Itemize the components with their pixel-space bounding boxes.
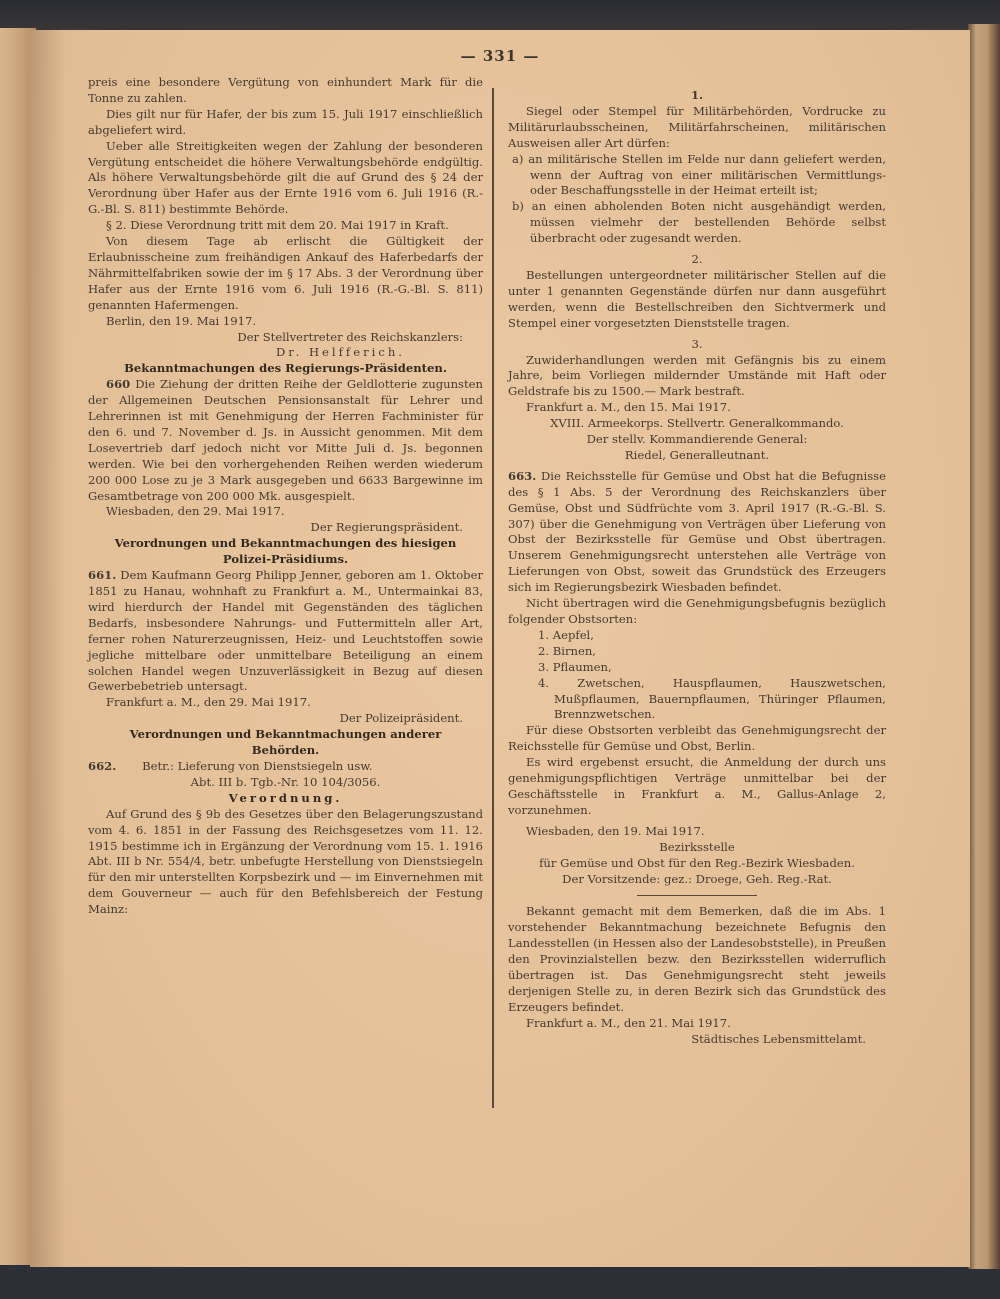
list-item: a) an militärische Stellen im Felde nur dann geliefert werden, wenn der Auftrag von einer militärischen Vermittlungs- oder Beschaffungsstelle in der Heimat erteilt ist; [512, 151, 886, 198]
paragraph: Bestellungen untergeordneter militärischer Stellen auf die unter 1 genannten Gegenstände dürfen nur dann ausgeführt werden, wenn die Bestellschreiben den Sichtvermerk und Stempel einer vorgesetzten Dienststelle tragen. [508, 267, 886, 330]
notice-text: Dem Kaufmann Georg Philipp Jenner, geboren am 1. Oktober 1851 zu Hanau, wohnhaft zu Frankfurt a. M., Untermainkai 83, wird hierdurch der Handel mit Gegenständen des täglichen Bedarfs, insbesondere Nahrungs- und Futtermitteln aller Art, ferner rohen Naturerzeugnissen, Heiz- und Leuchtstoffen sowie jegliche mittelbare oder unmittelbare Beteiligung an einem solchen Handel wegen Unzuverlässigkeit in Bezug auf diesen Gewerbebetrieb untersagt. [88, 568, 483, 694]
fruit-list-item: 2. Birnen, [538, 643, 596, 658]
paragraph: Bekannt gemacht mit dem Bemerken, daß die im Abs. 1 vorstehender Bekanntmachung bezeichnete Befugnis den Landesstellen (in Hessen also der Landesobststelle), in Preußen den Provinzialstellen bezw. den Bezirksstellen widerruflich übertragen ist. Das Genehmigungsrecht steht jeweils derjenigen Stelle zu, in deren Bezirk sich das Grundstück des Erzeugers befindet. [508, 904, 886, 1014]
fruit-list-item: 3. Pflaumen, [538, 659, 612, 674]
authority: Bezirksstelle [659, 839, 735, 854]
paragraph: Für diese Obstsorten verbleibt das Genehmigungsrecht der Reichsstelle für Gemüse und Obst, Berlin. [508, 723, 886, 754]
paragraph: Zuwiderhandlungen werden mit Gefängnis bis zu einem Jahre, beim Vorliegen mildernder Umstände mit Haft oder Geldstrafe bis zu 1500.— Mark bestraft. [508, 352, 886, 399]
notice-661 [88, 568, 483, 695]
signer-name: Dr. Helfferich. [276, 345, 405, 360]
place-date: Wiesbaden, den 29. Mai 1917. [106, 504, 285, 519]
section-heading: Bekanntmachungen des Regierungs-Präsidenten. [124, 361, 447, 376]
notice-number: 662. [88, 758, 117, 773]
place-date: Wiesbaden, den 19. Mai 1917. [526, 823, 705, 838]
column-divider [492, 88, 494, 1108]
signer: Städtisches Lebensmittelamt. [691, 1031, 866, 1046]
notice-662-subject [88, 759, 483, 775]
section-heading [88, 536, 483, 568]
place-date: Frankfurt a. M., den 29. Mai 1917. [106, 695, 311, 710]
paragraph: Von diesem Tage ab erlischt die Gültigkeit der Erlaubnisscheine zum freihändigen Ankauf des Haferbedarfs der Nährmittelfabriken sowie der im § 17 Abs. 3 der Verordnung über Hafer aus der Ernte 1916 vom 6. Juli 1916 (R.-G.-Bl. S. 811) genannten Hafermengen. [88, 234, 483, 312]
section-number: 1. [690, 88, 704, 102]
separator-rule [637, 895, 757, 896]
scan-background-bottom [0, 1265, 1000, 1299]
heading-line: Polizei-Präsidiums. [222, 552, 349, 567]
notice-text: Die Ziehung der dritten Reihe der Geldlotterie zugunsten der Allgemeinen Deutschen Pensionsanstalt für Lehrer und Lehrerinnen ist mit Genehmigung der Herren Fachminister für den 6. und 7. November d. Js. in Aussicht genommen. Mit dem Losevertrieb darf jedoch nicht vor Mitte Juli d. Js. begonnen werden. Wie bei den vorhergehenden Reihen werden wiederum 200 000 Lose zu je 3 Mark ausgegeben und 6633 Bargewinne im Gesamtbetrage von 200 000 Mk. ausgespielt. [88, 377, 483, 503]
signer-title: Der Stellvertreter des Reichskanzlers: [237, 329, 463, 344]
place-date: Frankfurt a. M., den 21. Mai 1917. [526, 1015, 731, 1030]
section-number: 2. [691, 252, 703, 267]
signer: Der Regierungspräsident. [310, 520, 463, 535]
notice-number: 661. [88, 568, 117, 583]
gutter-shadow [30, 30, 66, 1267]
heading-line: Verordnungen und Bekanntmachungen anderer [129, 727, 442, 742]
paragraph: Nicht übertragen wird die Genehmigungsbefugnis bezüglich folgender Obstsorten: [508, 596, 886, 626]
paragraph: Siegel oder Stempel für Militärbehörden, Vordrucke zu Militärurlaubsscheinen, Militärfahrscheinen, militärischen Ausweisen aller Art dürfen: [508, 103, 886, 150]
signer-name: Riedel, Generalleutnant. [624, 447, 770, 462]
page-number: — 331 — [460, 47, 540, 65]
signer: Der Polizeipräsident. [339, 711, 463, 726]
fruit-list-item: 4. Zwetschen, Hauspflaumen, Hauszwetschen, Mußpflaumen, Bauernpflaumen, Thüringer Pflaumen, Brennzwetschen. [538, 675, 886, 722]
heading-line: Verordnungen und Bekanntmachungen des hiesigen [114, 536, 457, 551]
scan-background-top [0, 0, 1000, 32]
section-heading [88, 727, 483, 759]
paragraph: Ueber alle Streitigkeiten wegen der Zahlung der besonderen Vergütung entscheidet die höhere Verwaltungsbehörde endgültig. Als höhere Verwaltungsbehörde gilt die auf Grund des § 24 der Verordnung über Hafer aus der Ernte 1916 vom 6. Juli 1916 (R.-G.-Bl. S. 811) bestimmte Behörde. [88, 138, 483, 217]
book-edge [968, 24, 1000, 1269]
paragraph: § 2. Diese Verordnung tritt mit dem 20. Mai 1917 in Kraft. [106, 218, 449, 233]
notice-subject: Betr.: Lieferung von Dienstsiegeln usw. [142, 758, 373, 773]
section-heading: Verordnung. [228, 790, 343, 805]
paragraph: preis eine besondere Vergütung von einhundert Mark für die Tonne zu zahlen. [88, 75, 483, 105]
notice-text: Die Reichsstelle für Gemüse und Obst hat die Befugnisse des § 1 Abs. 5 der Verordnung des Reichskanzlers über Gemüse, Obst und Südfrüchte vom 3. April 1917 (R.-G.-Bl. S. 307) über die Genehmigung von Verträgen über Lieferung von Obst der Bezirksstelle für Gemüse und Obst übertragen. Unserem Genehmigungsrecht unterstehen alle Verträge von Lieferungen von Obst, soweit das Grundstück des Erzeugers sich im Regierungsbezirk Wiesbaden befindet. [508, 468, 886, 595]
notice-number: 663. [508, 468, 537, 483]
paragraph: Dies gilt nur für Hafer, der bis zum 15. Juli 1917 einschließlich abgeliefert wird. [88, 106, 483, 137]
authority: für Gemüse und Obst für den Reg.-Bezirk Wiesbaden. [539, 855, 855, 870]
signer-title: Der stellv. Kommandierende General: [586, 432, 808, 447]
place-date: Berlin, den 19. Mai 1917. [106, 313, 257, 328]
notice-660 [88, 377, 483, 504]
heading-line: Behörden. [251, 743, 320, 758]
place-date: Frankfurt a. M., den 15. Mai 1917. [526, 400, 731, 415]
paragraph: Es wird ergebenst ersucht, die Anmeldung der durch uns genehmigungspflichtigen Verträge unmittelbar bei der Geschäftsstelle in Frankfurt a. M., Gallus-Anlage 2, vorzunehmen. [508, 755, 886, 817]
right-column [508, 88, 886, 1048]
section-number: 3. [691, 336, 703, 351]
notice-number: 660 [106, 377, 131, 392]
paragraph: Auf Grund des § 9b des Gesetzes über den Belagerungszustand vom 4. 6. 1851 in der Fassung des Reichsgesetzes vom 11. 12. 1915 bestimme ich in Ergänzung der Verordnung vom 15. 1. 1916 Abt. III b Nr. 554/4, betr. unbefugte Herstellung von Dienstsiegeln für den mir unterstellten Korpsbezirk und — im Einvernehmen mit dem Gouverneur — auch für den Befehlsbereich der Festung Mainz: [88, 806, 483, 917]
notice-663 [508, 469, 886, 596]
fruit-list-item: 1. Aepfel, [538, 627, 594, 642]
notice-reference: Abt. III b. Tgb.-Nr. 10 104/3056. [190, 774, 381, 789]
left-column [88, 75, 483, 918]
list-item: b) an einen abholenden Boten nicht ausgehändigt werden, müssen vielmehr der bestellenden Behörde selbst überbracht oder zugesandt werden. [512, 199, 886, 246]
authority: XVIII. Armeekorps. Stellvertr. Generalkommando. [550, 416, 844, 431]
signer: Der Vorsitzende: gez.: Droege, Geh. Reg.-Rat. [562, 871, 832, 886]
